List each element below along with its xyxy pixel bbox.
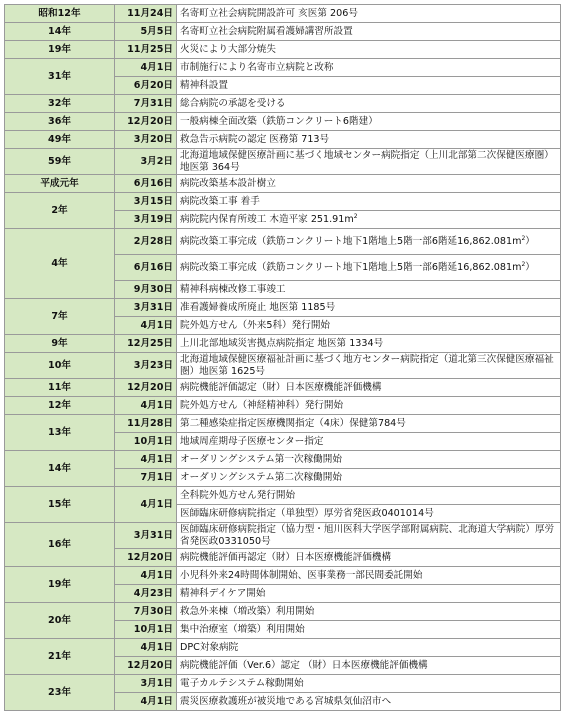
event-cell: 名寄町立社会病院開設許可 亥医第 206号: [177, 5, 561, 23]
event-cell: 医師臨床研修病院指定（単独型）厚労省発医政0401014号: [177, 505, 561, 523]
event-cell: オーダリングシステム第一次稼働開始: [177, 451, 561, 469]
event-cell: オーダリングシステム第二次稼働開始: [177, 469, 561, 487]
event-cell: 震災医療救護班が被災地である宮城県気仙沼市へ: [177, 693, 561, 711]
year-cell: 32年: [5, 95, 115, 113]
event-cell: 地域周産期母子医療センター指定: [177, 433, 561, 451]
date-cell: 4月23日: [115, 585, 177, 603]
date-cell: 4月1日: [115, 567, 177, 585]
year-cell: 14年: [5, 451, 115, 487]
event-cell: 医師臨床研修病院指定（協力型・旭川医科大学医学部附属病院、北海道大学病院）厚労省発医政0331050号: [177, 523, 561, 549]
date-cell: 2月28日: [115, 229, 177, 255]
table-row: [5, 95, 561, 113]
year-cell: 14年: [5, 23, 115, 41]
year-cell: 13年: [5, 415, 115, 451]
date-cell: 12月20日: [115, 549, 177, 567]
year-cell: 9年: [5, 335, 115, 353]
event-cell: 院外処方せん（外来5科）発行開始: [177, 317, 561, 335]
year-cell: 15年: [5, 487, 115, 523]
event-cell: 電子カルテシステム稼動開始: [177, 675, 561, 693]
table-row: [5, 415, 561, 433]
year-cell: 21年: [5, 639, 115, 675]
table-row: [5, 451, 561, 469]
year-cell: 4年: [5, 229, 115, 299]
event-cell: 精神科設置: [177, 77, 561, 95]
table-row: [5, 59, 561, 77]
year-cell: 36年: [5, 113, 115, 131]
event-cell: 第二種感染症指定医療機関指定（4床）保健第784号: [177, 415, 561, 433]
event-cell: 一般病棟全面改築（鉄筋コンクリート6階建）: [177, 113, 561, 131]
event-text: 病院改築工事完成（鉄筋コンクリート地下1階地上5階一部6階延16,862.081m: [180, 235, 522, 247]
event-cell: 名寄町立社会病院附属看護婦講習所設置: [177, 23, 561, 41]
table-row: [5, 523, 561, 549]
date-cell: 6月16日: [115, 175, 177, 193]
event-cell: 精神科デイケア開始: [177, 585, 561, 603]
date-cell: 6月20日: [115, 77, 177, 95]
date-cell: 12月25日: [115, 335, 177, 353]
table-row: [5, 229, 561, 255]
date-cell: 4月1日: [115, 487, 177, 523]
superscript: 2: [521, 234, 526, 242]
year-cell: 31年: [5, 59, 115, 95]
date-cell: 7月1日: [115, 469, 177, 487]
date-cell: 7月30日: [115, 603, 177, 621]
date-cell: 3月2日: [115, 149, 177, 175]
year-cell: 19年: [5, 567, 115, 603]
date-cell: 10月1日: [115, 433, 177, 451]
event-cell: [177, 229, 561, 255]
event-cell: 上川北部地域災害拠点病院指定 地医第 1334号: [177, 335, 561, 353]
date-cell: 4月1日: [115, 397, 177, 415]
date-cell: 3月31日: [115, 523, 177, 549]
year-cell: 23年: [5, 675, 115, 711]
date-cell: 3月20日: [115, 131, 177, 149]
table-row: [5, 131, 561, 149]
date-cell: 3月23日: [115, 353, 177, 379]
table-row: [5, 379, 561, 397]
event-cell: 病院改築工事 着手: [177, 193, 561, 211]
event-cell: 准看護婦養成所廃止 地医第 1185号: [177, 299, 561, 317]
event-cell: 市制施行により名寄市立病院と改称: [177, 59, 561, 77]
table-row: [5, 175, 561, 193]
date-cell: 3月19日: [115, 211, 177, 229]
table-row: [5, 335, 561, 353]
year-cell: 16年: [5, 523, 115, 567]
event-cell: 院外処方せん（神経精神科）発行開始: [177, 397, 561, 415]
event-cell: 病院機能評価再認定（財）日本医療機能評価機構: [177, 549, 561, 567]
date-cell: 4月1日: [115, 317, 177, 335]
date-cell: 3月1日: [115, 675, 177, 693]
event-cell: 火災により大部分焼失: [177, 41, 561, 59]
date-cell: 3月31日: [115, 299, 177, 317]
date-cell: 11月28日: [115, 415, 177, 433]
event-cell: 小児科外来24時間体制開始、医事業務一部民間委託開始: [177, 567, 561, 585]
event-cell: 病院機能評価認定（財）日本医療機能評価機構: [177, 379, 561, 397]
date-cell: 4月1日: [115, 59, 177, 77]
year-cell: 昭和12年: [5, 5, 115, 23]
table-row: [5, 299, 561, 317]
year-cell: 19年: [5, 41, 115, 59]
date-cell: 5月5日: [115, 23, 177, 41]
history-table: [4, 4, 561, 711]
event-cell: 北海道地域保健医療計画に基づく地域センター病院指定（上川北部第二次保健医療圏）地医第 364号: [177, 149, 561, 175]
table-row: [5, 353, 561, 379]
year-cell: 20年: [5, 603, 115, 639]
table-row: [5, 603, 561, 621]
table-row: [5, 41, 561, 59]
date-cell: 4月1日: [115, 451, 177, 469]
date-cell: 12月20日: [115, 113, 177, 131]
event-cell: 北海道地域保健医療福祉計画に基づく地方センター病院指定（道北第三次保健医療福祉圏）地医第 1625号: [177, 353, 561, 379]
date-cell: 12月20日: [115, 657, 177, 675]
date-cell: 4月1日: [115, 693, 177, 711]
year-cell: 10年: [5, 353, 115, 379]
table-row: [5, 675, 561, 693]
superscript: 2: [521, 260, 526, 268]
date-cell: 6月16日: [115, 255, 177, 281]
year-cell: 平成元年: [5, 175, 115, 193]
date-cell: 9月30日: [115, 281, 177, 299]
event-cell: 集中治療室（増築）利用開始: [177, 621, 561, 639]
year-cell: 7年: [5, 299, 115, 335]
year-cell: 12年: [5, 397, 115, 415]
event-cell: 精神科病棟改修工事竣工: [177, 281, 561, 299]
year-cell: 11年: [5, 379, 115, 397]
table-row: [5, 5, 561, 23]
event-cell: 病院機能評価（Ver.6）認定 （財）日本医療機能評価機構: [177, 657, 561, 675]
event-text: 病院改築工事完成（鉄筋コンクリート地下1階地上5階一部6階延16,862.081m: [180, 261, 522, 273]
table-row: [5, 567, 561, 585]
table-row: [5, 23, 561, 41]
date-cell: 11月24日: [115, 5, 177, 23]
date-cell: 11月25日: [115, 41, 177, 59]
event-cell: [177, 255, 561, 281]
table-row: [5, 193, 561, 211]
event-cell: DPC対象病院: [177, 639, 561, 657]
date-cell: 10月1日: [115, 621, 177, 639]
event-cell: 総合病院の承認を受ける: [177, 95, 561, 113]
event-tail: ）: [525, 261, 535, 273]
year-cell: 59年: [5, 149, 115, 175]
event-cell: 救急告示病院の認定 医務第 713号: [177, 131, 561, 149]
date-cell: 7月31日: [115, 95, 177, 113]
date-cell: 3月15日: [115, 193, 177, 211]
event-cell: [177, 211, 561, 229]
event-tail: ）: [525, 235, 535, 247]
event-text: 病院院内保育所竣工 木造平家 251.91m: [180, 213, 354, 225]
table-row: [5, 639, 561, 657]
date-cell: 4月1日: [115, 639, 177, 657]
superscript: 2: [353, 212, 358, 220]
event-cell: 病院改築基本設計樹立: [177, 175, 561, 193]
table-row: [5, 149, 561, 175]
date-cell: 12月20日: [115, 379, 177, 397]
year-cell: 2年: [5, 193, 115, 229]
year-cell: 49年: [5, 131, 115, 149]
event-cell: 全科院外処方せん発行開始: [177, 487, 561, 505]
event-cell: 救急外来棟（増改築）利用開始: [177, 603, 561, 621]
table-row: [5, 397, 561, 415]
table-row: [5, 113, 561, 131]
table-row: [5, 487, 561, 505]
